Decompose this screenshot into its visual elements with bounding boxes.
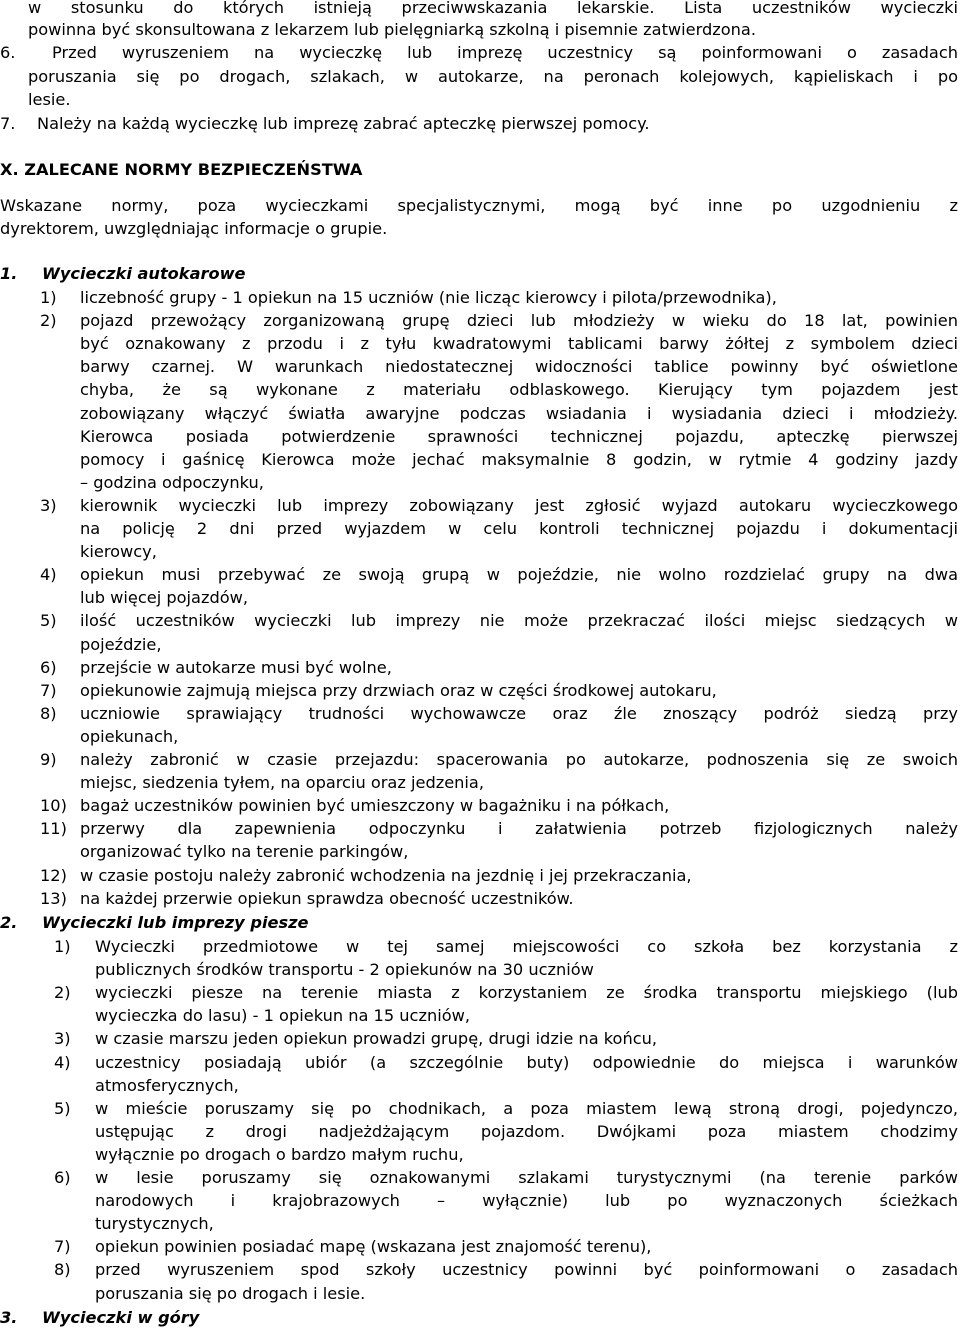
list-item-number: 1): [54, 937, 71, 956]
list-item-text: przed wyruszeniem spod szkoły uczestnicy powinni być poinformowani o zasadach: [95, 1260, 958, 1280]
section-intro-line-1: Wskazane normy, poza wycieczkami specjalistycznymi, mogą być inne po uzgodnieniu z: [0, 196, 958, 215]
list-item-number: 4): [54, 1052, 71, 1072]
list-item-text: opiekun musi przebywać ze swoją grupą w pojeździe, nie wolno rozdzielać grupy na dwa: [80, 565, 958, 585]
list-item-text: lub więcej pojazdów,: [80, 588, 249, 608]
list-item-number: 6): [40, 657, 57, 677]
list-item-number: 6): [54, 1168, 71, 1187]
list-item-text: ustępując z drogi nadjeżdżającym pojazdom. Dwójkami poza miastem chodzimy: [95, 1121, 958, 1141]
list-item-text: poruszania się po drogach i lesie.: [95, 1283, 366, 1303]
item-7-number: 7.: [0, 114, 16, 133]
list-item-number: 7): [40, 680, 57, 700]
list-item-text: liczebność grupy - 1 opiekun na 15 uczniów (nie licząc kierowcy i pilota/przewodnika),: [80, 288, 777, 307]
list-item-text: przejście w autokarze musi być wolne,: [80, 657, 392, 677]
list-item-number: 12): [40, 865, 67, 885]
list-item-text: kierownik wycieczki lub imprezy zobowiązany jest zgłosić wyjazd autokaru wycieczkowego: [80, 495, 958, 515]
list-item-text: pomocy i gaśnicę Kierowca może jechać maksymalnie 8 godzin, w rytmie 4 godziny jazdy: [80, 449, 958, 469]
subsection-2-title: Wycieczki lub imprezy piesze: [42, 913, 309, 932]
list-item-number: 3): [54, 1029, 71, 1049]
item-6-line-3: lesie.: [28, 90, 71, 109]
subsection-3-number: 3.: [0, 1308, 18, 1327]
list-item-text: w czasie marszu jeden opiekun prowadzi grupę, drugi idzie na końcu,: [95, 1029, 658, 1049]
item-6-line-1: Przed wyruszeniem na wycieczkę lub imprezę uczestnicy są poinformowani o zasadach: [52, 43, 958, 62]
list-item-number: 9): [40, 750, 57, 769]
list-item-text: uczniowie sprawiający trudności wychowawcze oraz źle znoszący podróż siedzą przy: [80, 703, 958, 723]
list-item-number: 3): [40, 495, 57, 515]
subsection-1-number: 1.: [0, 264, 18, 283]
list-item-text: kierowcy,: [80, 542, 157, 562]
list-item-text: barwy czarnej. W warunkach niedostatecznej widoczności tablice powinny być oświetlone: [80, 357, 958, 377]
list-item-text: wycieczka do lasu) - 1 opiekun na 15 uczniów,: [95, 1006, 470, 1026]
item-7-text: Należy na każdą wycieczkę lub imprezę zabrać apteczkę pierwszej pomocy.: [37, 114, 650, 133]
item-6-line-2: poruszania się po drogach, szlakach, w autokarze, na peronach kolejowych, kąpieliskach i po: [28, 67, 958, 86]
section-intro-line-2: dyrektorem, uwzględniając informacje o grupie.: [0, 219, 388, 238]
list-item-text: publicznych środków transportu - 2 opiekunów na 30 uczniów: [95, 960, 594, 980]
list-item-text: na policję 2 dni przed wyjazdem w celu kontroli technicznej pojazdu i dokumentacji: [80, 519, 958, 538]
list-item-text: opiekunowie zajmują miejsca przy drzwiach oraz w części środkowej autokaru,: [80, 680, 717, 700]
list-item-text: narodowych i krajobrazowych – wyłącznie) lub po wyznaczonych ścieżkach: [95, 1191, 958, 1211]
intro-line-1: w stosunku do których istnieją przeciwwskazania lekarskie. Lista uczestników wycieczki: [28, 0, 958, 17]
list-item-number: 10): [40, 796, 67, 816]
list-item-text: organizować tylko na terenie parkingów,: [80, 842, 409, 862]
list-item-number: 8): [54, 1260, 71, 1280]
list-item-text: chyba, że są wykonane z materiału odblaskowego. Kierujący tym pojazdem jest: [80, 380, 958, 400]
section-heading: X. ZALECANE NORMY BEZPIECZEŃSTWA: [0, 160, 363, 179]
list-item-text: wycieczki piesze na terenie miasta z korzystaniem ze środka transportu miejskiego (lub: [95, 983, 958, 1003]
list-item-number: 8): [40, 703, 57, 723]
list-item-number: 4): [40, 565, 57, 585]
list-item-number: 7): [54, 1237, 71, 1257]
list-item-number: 5): [54, 1098, 71, 1118]
list-item-text: zobowiązany włączyć światła awaryjne podczas wsiadania i wysiadania dzieci i młodzieży.: [80, 403, 958, 423]
list-item-text: atmosferycznych,: [95, 1075, 239, 1095]
subsection-3-title: Wycieczki w góry: [42, 1308, 200, 1327]
list-item-number: 1): [40, 288, 57, 307]
intro-line-2: powinna być skonsultowana z lekarzem lub pielęgniarką szkolną i pisemnie zatwierdzona.: [28, 20, 756, 39]
list-item-number: 11): [40, 819, 67, 839]
list-item-text: w lesie poruszamy się oznakowanymi szlakami turystycznymi (na terenie parków: [95, 1168, 958, 1187]
list-item-text: należy zabronić w czasie przejazdu: spacerowania po autokarze, podnoszenia się ze swoich: [80, 750, 958, 769]
subsection-1-title: Wycieczki autokarowe: [42, 264, 246, 283]
item-6-number: 6.: [0, 43, 16, 62]
list-item-number: 2): [54, 983, 71, 1003]
list-item-text: turystycznych,: [95, 1214, 214, 1234]
list-item-text: miejsc, siedzenia tyłem, na oparciu oraz jedzenia,: [80, 773, 484, 793]
list-item-text: pojeździe,: [80, 634, 162, 654]
list-item-number: 13): [40, 888, 67, 908]
list-item-text: w mieście poruszamy się po chodnikach, a poza miastem lewą stroną drogi, pojedynczo,: [95, 1098, 958, 1118]
list-item-number: 2): [40, 311, 57, 331]
list-item-text: opiekunach,: [80, 726, 179, 746]
list-item-text: wyłącznie po drogach o bardzo małym ruchu,: [95, 1144, 464, 1164]
list-item-text: na każdej przerwie opiekun sprawdza obecność uczestników.: [80, 888, 574, 908]
list-item-text: w czasie postoju należy zabronić wchodzenia na jezdnię i jej przekraczania,: [80, 865, 692, 885]
subsection-2-number: 2.: [0, 913, 18, 932]
list-item-text: Kierowca posiada potwierdzenie sprawności technicznej pojazdu, apteczkę pierwszej: [80, 426, 958, 446]
list-item-text: ilość uczestników wycieczki lub imprezy nie może przekraczać ilości miejsc siedzących w: [80, 611, 958, 631]
list-item-text: przerwy dla zapewnienia odpoczynku i załatwienia potrzeb fizjologicznych należy: [80, 819, 958, 839]
list-item-text: – godzina odpoczynku,: [80, 472, 264, 492]
list-item-text: uczestnicy posiadają ubiór (a szczególnie buty) odpowiednie do miejsca i warunków: [95, 1052, 958, 1072]
list-item-number: 5): [40, 611, 57, 631]
list-item-text: pojazd przewożący zorganizowaną grupę dzieci lub młodzieży w wieku do 18 lat, powinien: [80, 311, 958, 331]
list-item-text: być oznakowany z przodu i z tyłu kwadratowymi tablicami barwy żółtej z symbolem dzieci: [80, 334, 958, 354]
list-item-text: opiekun powinien posiadać mapę (wskazana jest znajomość terenu),: [95, 1237, 652, 1257]
list-item-text: bagaż uczestników powinien być umieszczony w bagażniku i na półkach,: [80, 796, 670, 816]
list-item-text: Wycieczki przedmiotowe w tej samej miejscowości co szkoła bez korzystania z: [95, 937, 958, 956]
